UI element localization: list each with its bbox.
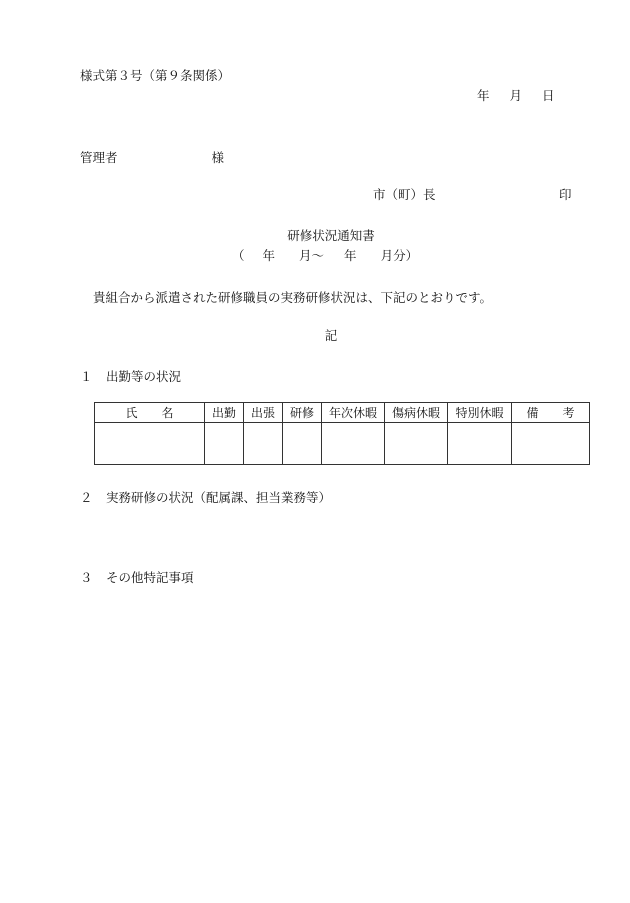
section-training-status <box>80 488 331 506</box>
date-day-label: 日 <box>542 88 555 103</box>
header-special-leave: 特別休暇 <box>448 403 512 423</box>
date-year-label: 年 <box>477 88 490 103</box>
header-sick-leave: 傷病休暇 <box>385 403 448 423</box>
cell-business-trip <box>244 423 283 465</box>
header-remarks: 備 考 <box>512 403 590 423</box>
section-title: その他特記事項 <box>106 570 194 585</box>
body-text: 貴組合から派遣された研修職員の実務研修状況は、下記のとおりです。 <box>93 290 493 305</box>
header-training: 研修 <box>283 403 322 423</box>
cell-sick-leave <box>385 423 448 465</box>
addressee-suffix: 様 <box>211 150 225 165</box>
cell-name <box>95 423 205 465</box>
seal-mark: 印 <box>559 187 572 202</box>
period-year-2: 年 <box>344 248 357 263</box>
attendance-table <box>94 402 590 465</box>
section-number: １ <box>80 369 93 384</box>
header-attendance: 出勤 <box>205 403 244 423</box>
cell-remarks <box>512 423 590 465</box>
date-month-label: 月 <box>509 88 523 103</box>
sender-label: 市（町）長 <box>373 187 436 202</box>
cell-annual-leave <box>322 423 385 465</box>
document-title: 研修状況通知書 <box>287 228 375 243</box>
ki-heading: 記 <box>324 328 338 343</box>
section-title: 実務研修の状況（配属課、担当業務等） <box>106 490 332 505</box>
header-annual-leave: 年次休暇 <box>322 403 385 423</box>
period-month-2: 月分） <box>380 248 419 263</box>
period-line <box>232 246 418 264</box>
section-number: ３ <box>80 570 93 585</box>
header-name: 氏 名 <box>95 403 205 423</box>
section-attendance <box>80 367 181 385</box>
cell-attendance <box>205 423 244 465</box>
table-header-row <box>95 403 590 423</box>
cell-special-leave <box>448 423 512 465</box>
period-open: （ <box>232 248 245 263</box>
addressee-label: 管理者 <box>80 150 118 165</box>
period-year-1: 年 <box>262 248 276 263</box>
header-business-trip: 出張 <box>244 403 283 423</box>
addressee-line <box>80 148 224 166</box>
cell-training <box>283 423 322 465</box>
date-line <box>477 86 555 104</box>
table-row <box>95 423 590 465</box>
section-title: 出勤等の状況 <box>106 369 182 384</box>
section-other-notes <box>80 568 194 586</box>
section-number: ２ <box>80 490 93 505</box>
form-number: 様式第３号（第９条関係） <box>80 68 231 83</box>
period-month-1: 月～ <box>299 248 325 263</box>
